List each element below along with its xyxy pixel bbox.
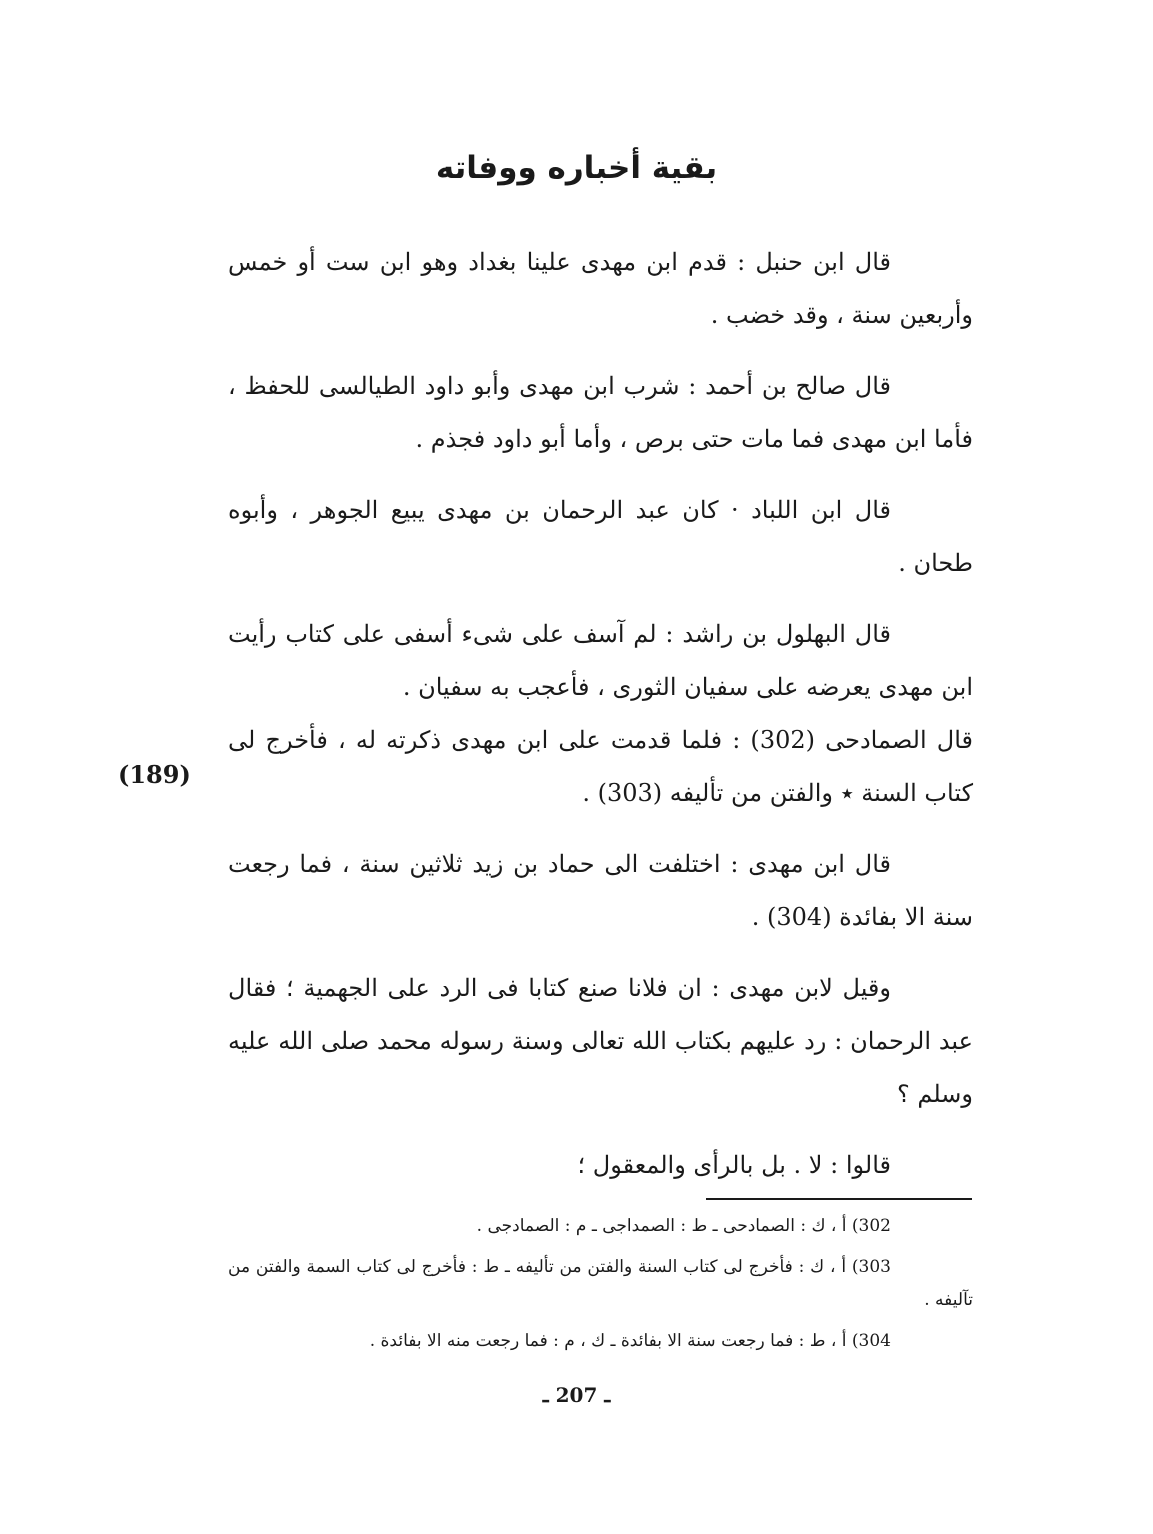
paragraph-qalu: قالوا : لا . بل بالرأى والمعقول ؛ [577, 1151, 891, 1179]
footnote-304: 304) أ ، ط : فما رجعت سنة الا بفائدة ـ ك ، م : فما رجعت منه الا بفائدة . [369, 1331, 891, 1351]
footnotes [228, 1210, 973, 1366]
footnote-303: 303) أ ، ك : فأخرج لى كتاب السنة والفتن من تأليفه ـ ط : فأخرج لى كتاب السمة والفتن من تآليفه . [228, 1257, 973, 1310]
paragraph-jahmiyya: وقيل لابن مهدى : ان فلانا صنع كتابا فى الرد على الجهمية ؛ فقال عبد الرحمان : رد عليهم بكتاب الله تعالى وسنة رسوله محمد صلى الله عليه وسلم ؟ [228, 974, 973, 1108]
main-text [228, 236, 973, 1210]
footnote-divider [706, 1198, 972, 1200]
paragraph-hammad-ibn-zayd: قال ابن مهدى : اختلفت الى حماد بن زيد ثلاثين سنة ، فما رجعت سنة الا بفائدة (304) . [228, 850, 973, 931]
footnote-302: 302) أ ، ك : الصمادحى ـ ط : الصمداجى ـ م : الصمادجى . [476, 1216, 891, 1236]
paragraph-salih-ibn-ahmad: قال صالح بن أحمد : شرب ابن مهدى وأبو داود الطيالسى للحفظ ، فأما ابن مهدى فما مات حتى برص ، وأما أبو داود فجذم . [228, 372, 973, 453]
page-title: بقية أخباره ووفاته [435, 150, 718, 186]
paragraph-al-samadihi: قال الصمادحى (302) : فلما قدمت على ابن مهدى ذكرته له ، فأخرج لى كتاب السنة ٭ والفتن من تأليفه (303) . [228, 726, 974, 807]
paragraph-ibn-hanbal: قال ابن حنبل : قدم ابن مهدى علينا بغداد وهو ابن ست أو خمس وأربعين سنة ، وقد خضب . [228, 248, 973, 329]
page-number: ـ 207 ـ [542, 1383, 611, 1407]
margin-folio-number: (189) [118, 760, 191, 789]
paragraph-ibn-al-labbad: قال ابن اللباد · كان عبد الرحمان بن مهدى يبيع الجوهر ، وأبوه طحان . [228, 496, 973, 577]
paragraph-al-bahlul: قال البهلول بن راشد : لم آسف على شىء أسفى على كتاب رأيت ابن مهدى يعرضه على سفيان الثورى ، فأعجب به سفيان . [228, 620, 973, 701]
